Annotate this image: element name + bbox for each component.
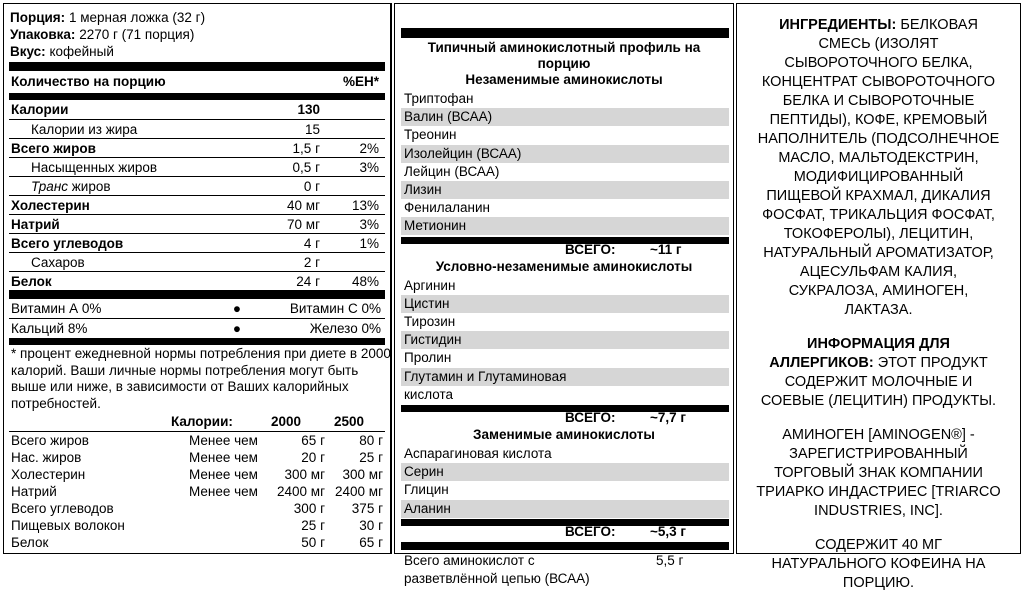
allergy-line-text: ЭТОТ ПРОДУКТ xyxy=(873,355,988,371)
dv-value-2000: 25 г xyxy=(301,518,325,533)
amino-section-title: Заменимые аминокислоты xyxy=(473,427,655,442)
amino-total-value: ~7,7 г xyxy=(650,410,687,425)
dv-table-row xyxy=(9,483,385,500)
bcaa-label-line2: разветвлённой цепью (ВСАА) xyxy=(404,570,590,586)
thick-divider xyxy=(9,290,385,299)
amino-acid-panel xyxy=(394,3,734,586)
ingredients-line xyxy=(737,16,1020,35)
bcaa-label: Всего аминокислот с xyxy=(404,552,535,568)
ingredients-line: СМЕСЬ (ИЗОЛЯТ xyxy=(818,36,939,52)
amino-acid-row: Лейцин (ВСАА) xyxy=(404,163,500,179)
dv-table-row xyxy=(9,466,385,483)
calories-row: Калории 130 xyxy=(11,102,320,117)
amino-title-line2: порцию xyxy=(537,56,591,71)
nutrition-facts-panel xyxy=(3,3,392,554)
taste: Вкус: кофейный xyxy=(10,44,114,59)
allergy-line-heading: АЛЛЕРГИКОВ: xyxy=(769,355,874,371)
ingredients-line-text: БЕЛКОВАЯ xyxy=(896,17,978,33)
dv-table-row xyxy=(9,517,385,534)
amino-acid-row: Изолейцин (ВСАА) xyxy=(401,145,729,163)
amino-acid-row: Пролин xyxy=(404,350,452,366)
ingredients-line: ПИЩЕВОЙ КРАХМАЛ, ДИКАЛИЯ xyxy=(766,188,991,204)
bcaa-value: 5,5 г xyxy=(656,552,684,568)
amino-acid-row: Аспарагиновая кислота xyxy=(404,446,552,461)
footnote: * процент ежедневной нормы потребления при диете в 2000 калорий. Ваши личные нормы потребления могут быть выше или ниже, в зависимости от Ваших калорийных потребностей. xyxy=(11,346,391,411)
trademark-line: ТРИАРКО ИНДАСТРИЕС [TRIARCO xyxy=(756,484,1001,500)
caffeine-line: ПОРЦИЮ. xyxy=(842,575,915,591)
dv-comparison: Менее чем xyxy=(189,484,258,499)
dv-value-2500: 25 г xyxy=(359,450,383,465)
allergy-line xyxy=(737,354,1020,373)
allergy-heading: ИНФОРМАЦИЯ ДЛЯ xyxy=(807,336,950,352)
amino-total-label: ВСЕГО: xyxy=(565,523,616,539)
serving-size: Порция: 1 мерная ложка (32 г) xyxy=(10,10,206,25)
dv-value-2500: 80 г xyxy=(359,433,383,448)
cholesterol-row: Холестерин 40 мг 13% xyxy=(9,195,385,215)
thick-divider xyxy=(9,62,385,71)
trademark-line: INDUSTRIES, INC]. xyxy=(814,503,943,519)
trans-fat-row: Транс жиров 0 г xyxy=(9,176,385,196)
dv-value-2000: 300 мг xyxy=(284,467,325,482)
amino-acid-row: Аланин xyxy=(401,500,729,518)
allergy-line: СОДЕРЖИТ МОЛОЧНЫЕ И xyxy=(784,374,973,390)
dv-table-row xyxy=(9,449,385,466)
ingredients-line: НАТУРАЛЬНЫЙ АРОМАТИЗАТОР, xyxy=(763,245,994,261)
ingredients-line: МОДИФИЦИРОВАННЫЙ xyxy=(793,169,964,185)
total-fat-row: Всего жиров 1,5 г 2% xyxy=(9,138,385,158)
sugars-row: Сахаров 2 г xyxy=(9,252,385,272)
amino-acid-row: Гистидин xyxy=(401,331,729,349)
dv-value-2500: 375 г xyxy=(351,501,383,516)
ingredients-line: ТОКОФЕРОЛЫ), ЛЕЦИТИН, xyxy=(783,226,974,242)
ingredients-line: ПЕПТИДЫ), КОФЕ, КРЕМОВЫЙ xyxy=(769,112,988,128)
amino-acid-row: Серин xyxy=(401,463,729,481)
sodium-row: Натрий 70 мг 3% xyxy=(9,214,385,234)
ingredients-line: БЕЛКА И СЫВОРОТОЧНЫЕ xyxy=(782,93,975,109)
dv-table-header: Калории: 2000 2500 xyxy=(171,414,365,429)
dv-value-2500: 30 г xyxy=(359,518,383,533)
trademark-line: ТОРГОВЫЙ ЗНАК КОМПАНИИ xyxy=(774,465,983,481)
ingredients-line: ЛАКТАЗА. xyxy=(844,302,913,318)
medium-divider xyxy=(9,338,385,345)
ingredients-line: ФОСФАТ, ТРИКАЛЬЦИЯ ФОСФАТ, xyxy=(762,207,995,223)
thick-divider xyxy=(401,28,729,38)
dv-value-2000: 2400 мг xyxy=(277,484,325,499)
dv-value-2500: 65 г xyxy=(359,535,383,550)
saturated-fat-row: Насыщенных жиров 0,5 г 3% xyxy=(9,157,385,177)
amino-total-label: ВСЕГО: xyxy=(565,241,616,257)
amino-acid-row: Лизин xyxy=(401,181,729,199)
amino-acid-row: Метионин xyxy=(401,217,729,235)
amino-acid-row: Валин (ВСАА) xyxy=(401,108,729,126)
calories-from-fat-row: Калории из жира 15 xyxy=(9,119,385,139)
amino-acid-row: Глицин xyxy=(404,482,449,498)
dv-table-row xyxy=(9,534,385,551)
vitamin-row: Кальций 8% ● Железо 0% xyxy=(9,318,385,338)
dv-name: Всего жиров xyxy=(11,433,89,448)
trademark-line: АМИНОГЕН [AMINOGEN®] - xyxy=(782,427,975,443)
dv-value-2000: 300 г xyxy=(293,501,325,516)
amino-title: Типичный аминокислотный профиль на xyxy=(427,40,701,55)
amino-section-title: Условно-незаменимые аминокислоты xyxy=(435,258,693,274)
amino-acid-row: Фенилаланин xyxy=(404,200,490,216)
ingredients-line: СУКРАЛОЗА, АМИНОГЕН, xyxy=(788,283,969,299)
dv-name: Всего углеводов xyxy=(11,501,114,516)
ingredients-line: МАСЛО, МАЛЬТОДЕКСТРИН, xyxy=(778,150,979,166)
amino-total-label: ВСЕГО: xyxy=(565,410,616,425)
amino-acid-row: Аргинин xyxy=(404,277,456,293)
dv-comparison: Менее чем xyxy=(189,433,258,448)
dv-comparison: Менее чем xyxy=(189,450,258,465)
amino-acid-row: Треонин xyxy=(404,127,457,143)
amino-total-value: ~5,3 г xyxy=(650,523,687,539)
ingredients-line: КОНЦЕНТРАТ СЫВОРОТОЧНОГО xyxy=(761,74,996,90)
ingredients-line: НАПОЛНИТЕЛЬ (ПОДСОЛНЕЧНОЕ xyxy=(757,131,1000,147)
dv-name: Натрий xyxy=(11,484,57,499)
dv-table-row xyxy=(9,432,385,449)
trademark-line: ЗАРЕГИСТРИРОВАННЫЙ xyxy=(789,446,968,462)
dv-table-row xyxy=(9,500,385,517)
ingredients-line: АЦЕСУЛЬФАМ КАЛИЯ, xyxy=(799,264,958,280)
dv-value-2500: 2400 мг xyxy=(335,484,383,499)
dv-value-2000: 50 г xyxy=(301,535,325,550)
amino-acid-row: Глутамин и Глутаминовая xyxy=(401,368,729,386)
protein-row: Белок 24 г 48% xyxy=(9,271,385,291)
amino-acid-row: Цистин xyxy=(401,295,729,313)
vitamin-row: Витамин А 0% ● Витамин С 0% xyxy=(11,301,381,316)
caffeine-line: СОДЕРЖИТ 40 МГ xyxy=(815,537,942,553)
dv-name: Нас. жиров xyxy=(11,450,82,465)
medium-divider xyxy=(9,93,385,100)
dv-value-2000: 65 г xyxy=(301,433,325,448)
dv-comparison: Менее чем xyxy=(189,467,258,482)
amino-total-value: ~11 г xyxy=(650,241,682,257)
amino-section-title: Незаменимые аминокислоты xyxy=(465,72,663,87)
ingredients-line-heading: ИНГРЕДИЕНТЫ: xyxy=(779,17,897,33)
package-size: Упаковка: 2270 г (71 порция) xyxy=(10,27,195,42)
ingredients-panel xyxy=(736,3,1021,591)
amino-acid-row: кислота xyxy=(404,386,453,402)
amino-acid-row: Тирозин xyxy=(404,314,456,329)
dv-name: Пищевых волокон xyxy=(11,518,125,533)
amount-per-serving-header: Количество на порцию %ЕН* xyxy=(11,74,379,89)
dv-name: Холестерин xyxy=(11,467,86,482)
amino-acid-row: Триптофан xyxy=(404,91,474,106)
caffeine-line: НАТУРАЛЬНОГО КОФЕИНА НА xyxy=(771,556,986,572)
ingredients-line: СЫВОРОТОЧНОГО БЕЛКА, xyxy=(784,55,973,71)
thick-divider xyxy=(401,542,729,550)
total-carbs-row: Всего углеводов 4 г 1% xyxy=(9,233,385,253)
allergy-line: СОЕВЫЕ (ЛЕЦИТИН) ПРОДУКТЫ. xyxy=(760,393,997,409)
dv-name: Белок xyxy=(11,535,49,550)
dv-value-2500: 300 мг xyxy=(342,467,383,482)
dv-value-2000: 20 г xyxy=(301,450,325,465)
